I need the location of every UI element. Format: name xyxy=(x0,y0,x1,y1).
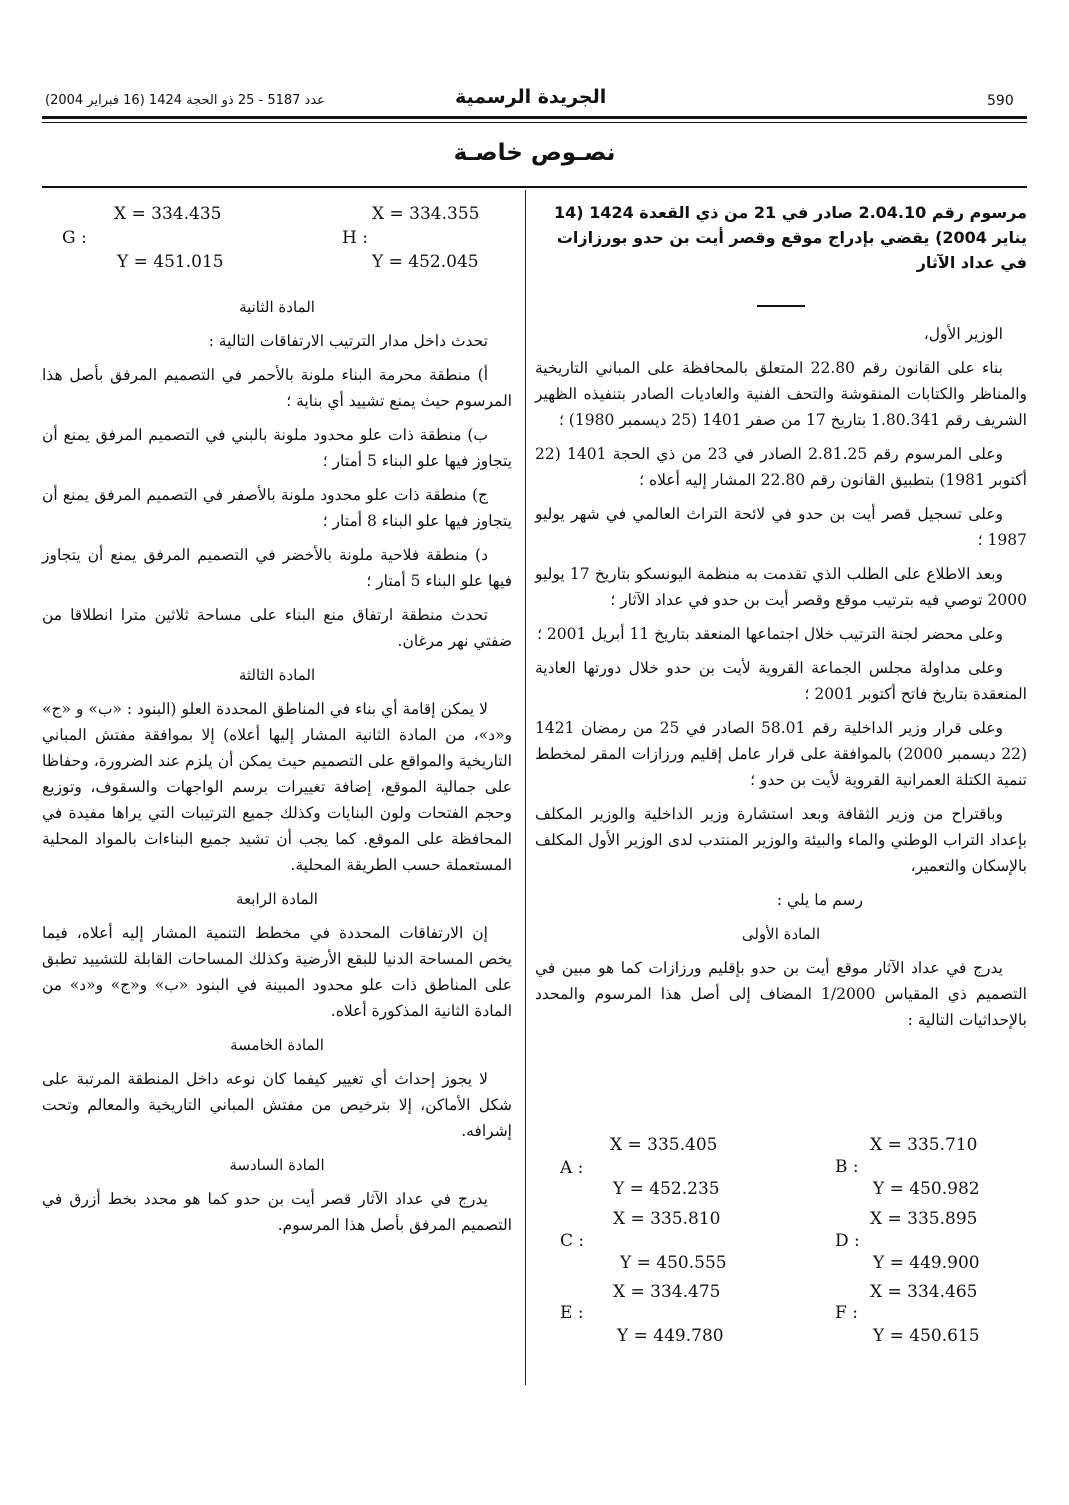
article-1-heading: المادة الأولى xyxy=(741,925,821,943)
coord-d-y: Y = 449.900 xyxy=(873,1253,980,1273)
section-title: نصـوص خاصـة xyxy=(453,140,616,166)
coord-b-x: X = 335.710 xyxy=(870,1135,978,1155)
coord-b-y: Y = 450.982 xyxy=(873,1179,980,1199)
preamble-paragraph: وبعد الاطلاع على الطلب الذي تقدمت به منظمة اليونسكو بتاريخ 17 يوليو 2000 توصي فيه بترتيب موقع وقصر أيت بن حدو في عداد الآثار ؛ xyxy=(535,565,1027,609)
article-2-item: أ) منطقة محرمة البناء ملونة بالأحمر في التصميم المرفق بأصل هذا المرسوم حيث يمنع تشييد أي بناية ؛ xyxy=(42,366,512,410)
preamble-paragraph: وعلى محضر لجنة الترتيب خلال اجتماعها المنعقد بتاريخ 11 أبريل 2001 ؛ xyxy=(537,625,1003,643)
article-2-item: د) منطقة فلاحية ملونة بالأخضر في التصميم المرفق يمنع أن يتجاوز فيها علو البناء 5 أمتار ؛ xyxy=(42,546,512,590)
right-column xyxy=(535,200,1027,1041)
article-2-item: ب) منطقة ذات علو محدود ملونة بالبني في التصميم المرفق يمنع أن يتجاوز فيها علو البناء 5 أمتار ؛ xyxy=(42,426,512,470)
article-4-heading: المادة الرابعة xyxy=(236,890,318,908)
coord-c-y: Y = 450.555 xyxy=(620,1253,727,1273)
article-4-text: إن الارتفاقات المحددة في مخطط التنمية المشار إليه أعلاه، فيما يخص المساحة الدنيا للبقع الأرضية وكذلك المساحات القابلة للتشييد تطبق على المناطق ذات علو محدود المبينة في البنود «ب» و«ج» و«د» من المادة الثانية المذكورة أعلاه. xyxy=(42,924,512,1020)
section-rule xyxy=(42,186,1027,188)
coord-h-label: H : xyxy=(342,228,368,248)
coord-f-y: Y = 450.615 xyxy=(873,1326,980,1346)
page-number: 590 xyxy=(987,93,1014,109)
preamble-paragraph: وعلى المرسوم رقم 2.81.25 الصادر في 23 من ذي الحجة 1401 (22 أكتوبر 1981) بتطبيق القانون رقم 22.80 المشار إليه أعلاه ؛ xyxy=(535,445,1027,489)
preamble-paragraph: وعلى مداولة مجلس الجماعة القروية لأيت بن حدو خلال دورتها العادية المنعقدة بتاريخ فاتح أكتوبر 2001 ؛ xyxy=(535,659,1027,703)
column-separator xyxy=(525,190,526,1385)
article-6-heading: المادة السادسة xyxy=(229,1156,325,1174)
coord-f-x: X = 334.465 xyxy=(870,1282,978,1302)
decrees-line: رسم ما يلي : xyxy=(776,891,863,909)
coord-e-label: E : xyxy=(560,1303,584,1323)
preamble-paragraph: وعلى تسجيل قصر أيت بن حدو في لائحة التراث العالمي في شهر يوليو 1987 ؛ xyxy=(535,505,1027,549)
issue-info: عدد 5187 - 25 ذو الحجة 1424 (16 فبراير 2004) xyxy=(45,93,325,108)
article-3-text: لا يمكن إقامة أي بناء في المناطق المحددة العلو (البنود : «ب» و «ج» و«د»، من المادة الثانية المشار إليها أعلاه) إلا بموافقة مفتش المباني التاريخية والمواقع على التصميم حيث يمكن أن يلزم عند الضرورة، وحفاظا على جمالية الموقع، إضافة تغييرات برسم الواجهات والسقوف، وتوزيع وحجم الفتحات ولون البنايات وكذلك جميع الترتيبات التي يراها مفيدة في المحافظة على الموقع. كما يجب أن تشيد جميع البناءات بالمواد المحلية المستعملة حسب الطريقة المحلية. xyxy=(42,700,512,874)
left-column xyxy=(42,290,512,1246)
journal-title: الجريدة الرسمية xyxy=(455,86,607,108)
article-2-extra: تحدث منطقة ارتفاق منع البناء على مساحة ثلاثين مترا انطلاقا من ضفتي نهر مرغان. xyxy=(42,606,512,650)
coordinates-left xyxy=(42,202,512,278)
preamble-paragraph: وعلى قرار وزير الداخلية رقم 58.01 الصادر في 25 من رمضان 1421 (22 ديسمبر 2000) بالموافقة على قرار عامل إقليم ورزازات المقر لمخطط تنمية الكتلة العمرانية القروية لأيت بن حدو ؛ xyxy=(535,719,1028,789)
preamble-paragraph: بناء على القانون رقم 22.80 المتعلق بالمحافظة على المباني التاريخية والمناظر والكتابات المنقوشة والتحف الفنية والعاديات الصادر بتنفيذه الظهير الشريف رقم 1.80.341 بتاريخ 17 من صفر 1401 (25 ديسمبر 1980) ؛ xyxy=(535,359,1027,429)
coord-h-y: Y = 452.045 xyxy=(372,252,479,272)
article-2-item: ج) منطقة ذات علو محدود ملونة بالأصفر في التصميم المرفق يمنع أن يتجاوز فيها علو البناء 8 أمتار ؛ xyxy=(42,486,512,530)
minister-line: الوزير الأول، xyxy=(923,325,1003,343)
coord-e-y: Y = 449.780 xyxy=(617,1326,724,1346)
coord-g-x: X = 334.435 xyxy=(114,204,222,224)
coord-f-label: F : xyxy=(835,1303,858,1323)
title-divider xyxy=(757,305,805,307)
coord-h-x: X = 334.355 xyxy=(372,204,480,224)
coord-d-label: D : xyxy=(835,1231,860,1251)
preamble-paragraph: وباقتراح من وزير الثقافة وبعد استشارة وزير الداخلية والوزير المكلف بإعداد التراب الوطني والماء والبيئة والوزير المنتدب لدى الوزير الأول المكلف بالإسكان والتعمير، xyxy=(535,805,1027,875)
coord-a-label: A : xyxy=(560,1158,584,1178)
coord-c-x: X = 335.810 xyxy=(613,1209,721,1229)
coordinates-right xyxy=(535,1130,1027,1360)
decree-title: مرسوم رقم 2.04.10 صادر في 21 من ذي القعدة 1424 (14 يناير 2004) يقضي بإدراج موقع وقصر أيت بن حدو بورزازات في عداد الآثار xyxy=(554,203,1027,272)
coord-a-y: Y = 452.235 xyxy=(613,1179,720,1199)
article-1-text: يدرج في عداد الآثار موقع أيت بن حدو بإقليم ورزازات كما هو مبين في التصميم ذي المقياس 1/2000 المضاف إلى أصل هذا المرسوم والمحدد بالإحداثيات التالية : xyxy=(535,959,1027,1029)
article-5-text: لا يجوز إحداث أي تغيير كيفما كان نوعه داخل المنطقة المرتبة على شكل الأماكن، إلا بترخيص من مفتش المباني التاريخية والمعالم وتحت إشرافه. xyxy=(42,1070,512,1140)
coord-g-label: G : xyxy=(62,228,87,248)
coord-d-x: X = 335.895 xyxy=(870,1209,978,1229)
coord-g-y: Y = 451.015 xyxy=(117,252,224,272)
coord-e-x: X = 334.475 xyxy=(613,1282,721,1302)
article-5-heading: المادة الخامسة xyxy=(230,1036,324,1054)
coord-c-label: C : xyxy=(560,1231,585,1251)
article-2-intro: تحدث داخل مدار الترتيب الارتفاقات التالية : xyxy=(208,332,488,350)
coord-b-label: B : xyxy=(835,1157,859,1177)
coord-a-x: X = 335.405 xyxy=(610,1135,718,1155)
article-6-text: يدرج في عداد الآثار قصر أيت بن حدو كما هو محدد بخط أزرق في التصميم المرفق بأصل هذا المرسوم. xyxy=(42,1190,512,1234)
article-2-heading: المادة الثانية xyxy=(239,298,315,316)
header-rule-thin xyxy=(42,122,1027,123)
header-rule-thick xyxy=(42,116,1027,119)
article-3-heading: المادة الثالثة xyxy=(238,666,316,684)
